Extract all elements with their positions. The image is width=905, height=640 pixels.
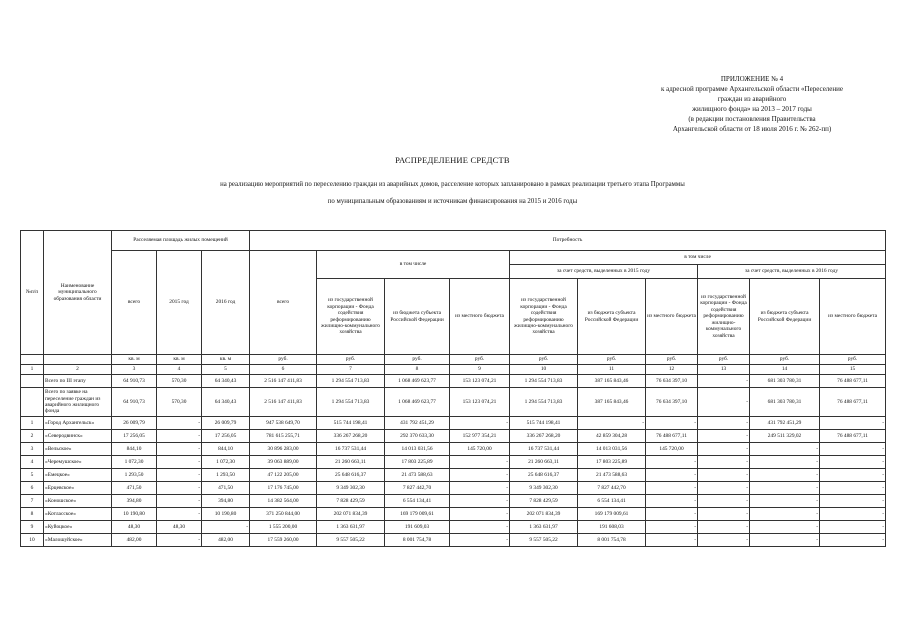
unit-cell: руб. [450,355,510,365]
header-need-total: всего [250,251,317,355]
header-subj-2016: из бюджета субъекта Российской Федерации [750,279,820,355]
appendix-line: (в редакции постановления Правительства [688,115,816,123]
value-cell: 6 554 134,41 [578,495,646,508]
unit-cell [21,355,44,365]
column-number: 7 [317,365,385,375]
value-cell: - [750,443,820,456]
unit-cell: руб. [385,355,450,365]
document-subtitle-2: по муниципальным образованиям и источникам финансирования на 2015 и 2016 годы [327,198,578,205]
header-fund-2015: из государственной корпорации - Фонда содействия реформированию жилищно-коммунального хозяйства [510,279,578,355]
municipality-name: «Котласское» [44,508,112,521]
value-cell: 153 123 074,21 [450,388,510,417]
value-cell: 64 340,43 [202,388,250,417]
value-cell: 64 340,43 [202,375,250,388]
unit-cell: руб. [750,355,820,365]
table-row [21,482,886,495]
value-cell: 1 068 469 623,77 [385,375,450,388]
row-number: 10 [21,534,44,547]
value-cell: 10 190,80 [112,508,157,521]
value-cell: 14 013 031,56 [385,443,450,456]
table-row [21,388,886,417]
value-cell: - [157,417,202,430]
municipality-name: «Северодвинск» [44,430,112,443]
value-cell: - [646,495,698,508]
column-number: 14 [750,365,820,375]
value-cell: - [698,508,750,521]
value-cell: - [646,534,698,547]
value-cell: 16 737 531,44 [317,443,385,456]
value-cell: 2 516 147 411,83 [250,388,317,417]
value-cell: 515 744 198,41 [510,417,578,430]
header-fund-2016: из государственной корпорации - Фонда содействия реформированию жилищно-коммунального хозяйства [698,279,750,355]
column-number: 6 [250,365,317,375]
value-cell: 1 294 554 713,83 [510,388,578,417]
value-cell: 1 363 631,97 [510,521,578,534]
value-cell: 48,30 [157,521,202,534]
value-cell: 76 488 677,11 [820,388,886,417]
header-area-2015: 2015 год [157,251,202,355]
value-cell: - [698,417,750,430]
header-loc-2015: из местного бюджета [646,279,698,355]
value-cell: - [157,469,202,482]
value-cell: - [450,521,510,534]
value-cell: 202 071 834,39 [317,508,385,521]
value-cell: - [698,482,750,495]
value-cell: 191 608,03 [578,521,646,534]
value-cell: 1 068 469 623,77 [385,388,450,417]
value-cell: - [450,456,510,469]
column-number: 10 [510,365,578,375]
column-number: 2 [44,365,112,375]
value-cell: 7 827 442,70 [578,482,646,495]
header-area-2016: 2016 год [202,251,250,355]
value-cell: - [646,521,698,534]
unit-cell: руб. [820,355,886,365]
funding-table [20,230,886,547]
value-cell: 431 792 451,29 [750,417,820,430]
value-cell: 153 123 074,21 [450,375,510,388]
value-cell: 39 063 889,00 [250,456,317,469]
value-cell: 25 648 616,37 [317,469,385,482]
document-title: РАСПРЕДЕЛЕНИЕ СРЕДСТВ [395,155,510,165]
value-cell: - [750,482,820,495]
value-cell: - [820,417,886,430]
table-row [21,521,886,534]
header-name: Наименование муниципального образования области [44,231,112,355]
value-cell: - [157,534,202,547]
value-cell: - [698,388,750,417]
row-number: 9 [21,521,44,534]
value-cell: 431 792 451,29 [385,417,450,430]
value-cell: - [450,469,510,482]
value-cell: 336 267 268,20 [317,430,385,443]
value-cell: - [698,495,750,508]
value-cell: 1 363 631,97 [317,521,385,534]
value-cell: - [450,417,510,430]
header-incl-2: в том числе [510,251,886,265]
value-cell: 570,30 [157,388,202,417]
value-cell: - [202,521,250,534]
value-cell: 482,00 [112,534,157,547]
value-cell: 76 488 677,11 [646,430,698,443]
unit-cell: кв. м [157,355,202,365]
value-cell: - [578,417,646,430]
value-cell: 169 179 009,61 [385,508,450,521]
value-cell: 1 293,50 [202,469,250,482]
unit-cell: руб. [698,355,750,365]
value-cell: 17 176 745,00 [250,482,317,495]
value-cell: 14 013 031,56 [578,443,646,456]
value-cell: 570,30 [157,375,202,388]
unit-cell: кв. м [112,355,157,365]
value-cell: 1 072,30 [202,456,250,469]
municipality-name: Всего по III этапу [44,375,112,388]
value-cell: - [750,521,820,534]
municipality-name: «Вельское» [44,443,112,456]
value-cell: - [698,375,750,388]
value-cell: 844,10 [202,443,250,456]
municipality-name: «Город Архангельск» [44,417,112,430]
appendix-line: ПРИЛОЖЕНИЕ № 4 [720,75,784,83]
value-cell: 681 303 780,31 [750,388,820,417]
value-cell: 14 382 564,00 [250,495,317,508]
appendix-line: к адресной программе Архангельской области «Переселение [660,85,844,93]
value-cell: - [750,469,820,482]
header-fund: из государственной корпорации - Фонда содействия реформированию жилищно-коммунального хозяйства [317,279,385,355]
value-cell: - [157,508,202,521]
value-cell: - [698,534,750,547]
row-number [21,388,44,417]
value-cell: - [157,430,202,443]
value-cell: 191 609,03 [385,521,450,534]
appendix-line: жилищного фонда» на 2013 – 2017 годы [692,105,812,113]
value-cell: 471,50 [202,482,250,495]
row-number: 4 [21,456,44,469]
value-cell: 781 615 255,71 [250,430,317,443]
header-loc-2016: из местного бюджета [820,279,886,355]
table-row [21,495,886,508]
value-cell: - [646,469,698,482]
row-number: 2 [21,430,44,443]
table-row [21,443,886,456]
value-cell: 21 260 663,11 [510,456,578,469]
value-cell: - [820,534,886,547]
value-cell: 30 896 283,00 [250,443,317,456]
value-cell: 1 294 554 713,83 [510,375,578,388]
value-cell: 681 303 780,31 [750,375,820,388]
row-number: 6 [21,482,44,495]
unit-cell: руб. [317,355,385,365]
value-cell: 26 009,79 [202,417,250,430]
value-cell: 1 294 554 713,83 [317,375,385,388]
value-cell: - [646,482,698,495]
appendix-line: Архангельской области от 18 июля 2016 г. № 262-пп) [672,125,832,133]
value-cell: 482,00 [202,534,250,547]
value-cell: 9 349 302,30 [317,482,385,495]
municipality-name: «Емецкое» [44,469,112,482]
value-cell: 515 744 198,41 [317,417,385,430]
value-cell: 387 165 843,46 [578,375,646,388]
value-cell: - [820,508,886,521]
column-number: 8 [385,365,450,375]
column-number: 4 [157,365,202,375]
header-num: №п/п [21,231,44,355]
value-cell: - [646,508,698,521]
value-cell: - [157,443,202,456]
value-cell: - [450,508,510,521]
value-cell: 10 190,80 [202,508,250,521]
value-cell: 9 557 505,22 [510,534,578,547]
value-cell: - [450,534,510,547]
value-cell: 7 828 429,59 [317,495,385,508]
header-incl: в том числе [317,251,510,279]
header-period-2016: за счет средств, выделенных в 2016 году [698,265,886,279]
value-cell: 844,10 [112,443,157,456]
document-subtitle: на реализацию мероприятий по переселению граждан из аварийных домов, расселение которых запланировано в рамках реализации третьего этапа Программы [220,181,685,188]
row-number [21,375,44,388]
value-cell: 76 634 397,10 [646,388,698,417]
value-cell: - [820,469,886,482]
value-cell: - [750,456,820,469]
value-cell: 7 827 442,70 [385,482,450,495]
header-area-group: Расселяемая площадь жилых помещений [112,231,250,251]
value-cell: 394,80 [202,495,250,508]
value-cell: - [820,521,886,534]
column-number: 12 [646,365,698,375]
value-cell: 9 349 302,30 [510,482,578,495]
value-cell: - [646,456,698,469]
value-cell: 76 634 397,10 [646,375,698,388]
appendix-header [622,74,882,134]
value-cell: 64 910,73 [112,388,157,417]
value-cell: 64 910,73 [112,375,157,388]
value-cell: 21 473 588,63 [385,469,450,482]
column-number: 9 [450,365,510,375]
appendix-line: граждан из аварийного [717,95,787,103]
value-cell: 17 256,05 [202,430,250,443]
value-cell: - [450,495,510,508]
value-cell: 371 250 844,00 [250,508,317,521]
row-number: 5 [21,469,44,482]
value-cell: 48,30 [112,521,157,534]
value-cell: 76 488 677,11 [820,375,886,388]
municipality-name: «Коношское» [44,495,112,508]
column-number: 1 [21,365,44,375]
column-number: 11 [578,365,646,375]
value-cell: - [820,495,886,508]
value-cell: 394,80 [112,495,157,508]
value-cell: 249 511 329,02 [750,430,820,443]
value-cell: 26 009,79 [112,417,157,430]
municipality-name: Всего по заявке на переселение граждан из аварийного жилищного фонда [44,388,112,417]
value-cell: - [750,508,820,521]
value-cell: - [820,456,886,469]
municipality-name: «Черемушское» [44,456,112,469]
municipality-name: «Малошуйское» [44,534,112,547]
value-cell: - [157,495,202,508]
value-cell: 947 538 649,70 [250,417,317,430]
table-row [21,508,886,521]
value-cell: 6 554 134,41 [385,495,450,508]
value-cell: 152 977 354,21 [450,430,510,443]
value-cell: - [698,469,750,482]
row-number: 8 [21,508,44,521]
value-cell: 21 473 588,63 [578,469,646,482]
value-cell: - [450,482,510,495]
value-cell: - [698,443,750,456]
header-loc: из местного бюджета [450,279,510,355]
value-cell: - [750,495,820,508]
unit-cell: кв. м [202,355,250,365]
table-row [21,469,886,482]
municipality-name: «Куйоцкое» [44,521,112,534]
value-cell: 7 828 429,59 [510,495,578,508]
table-row [21,456,886,469]
value-cell: - [157,456,202,469]
value-cell: - [157,482,202,495]
unit-cell: руб. [578,355,646,365]
value-cell: 1 294 554 713,83 [317,388,385,417]
value-cell: 387 165 843,46 [578,388,646,417]
table-row [21,375,886,388]
header-area-total: всего [112,251,157,355]
unit-cell: руб. [250,355,317,365]
row-number: 3 [21,443,44,456]
value-cell: - [646,417,698,430]
value-cell: 145 720,00 [646,443,698,456]
value-cell: - [698,456,750,469]
value-cell: 8 001 754,78 [578,534,646,547]
column-number: 13 [698,365,750,375]
value-cell: 169 179 009,61 [578,508,646,521]
header-subj-2015: из бюджета субъекта Российской Федерации [578,279,646,355]
value-cell: 471,50 [112,482,157,495]
value-cell: 336 267 268,20 [510,430,578,443]
value-cell: - [698,430,750,443]
value-cell: - [820,443,886,456]
value-cell: 17 803 225,89 [385,456,450,469]
unit-cell: руб. [646,355,698,365]
value-cell: 16 737 531,44 [510,443,578,456]
value-cell: 17 803 225,89 [578,456,646,469]
row-number: 7 [21,495,44,508]
unit-cell [44,355,112,365]
value-cell: 145 720,00 [450,443,510,456]
municipality-name: «Ерцевское» [44,482,112,495]
value-cell: - [820,482,886,495]
row-number: 1 [21,417,44,430]
value-cell: 1 293,50 [112,469,157,482]
value-cell: 17 559 260,00 [250,534,317,547]
value-cell: 47 122 205,00 [250,469,317,482]
value-cell: 21 260 663,11 [317,456,385,469]
header-period-2015: за счет средств, выделенных в 2015 году [510,265,698,279]
value-cell: 1 072,30 [112,456,157,469]
column-number: 5 [202,365,250,375]
value-cell: 42 859 304,28 [578,430,646,443]
value-cell: 2 516 147 411,83 [250,375,317,388]
value-cell: 17 256,05 [112,430,157,443]
table-row [21,430,886,443]
header-need: Потребность [250,231,886,251]
value-cell: 8 001 754,78 [385,534,450,547]
column-number: 3 [112,365,157,375]
value-cell: 76 488 677,11 [820,430,886,443]
column-number: 15 [820,365,886,375]
unit-cell: руб. [510,355,578,365]
table-row [21,534,886,547]
value-cell: - [698,521,750,534]
value-cell: - [750,534,820,547]
value-cell: 292 370 633,30 [385,430,450,443]
value-cell: 9 557 505,22 [317,534,385,547]
table-row [21,417,886,430]
value-cell: 202 071 834,39 [510,508,578,521]
value-cell: 1 555 200,00 [250,521,317,534]
header-subj: из бюджета субъекта Российской Федерации [385,279,450,355]
value-cell: 25 648 616,37 [510,469,578,482]
